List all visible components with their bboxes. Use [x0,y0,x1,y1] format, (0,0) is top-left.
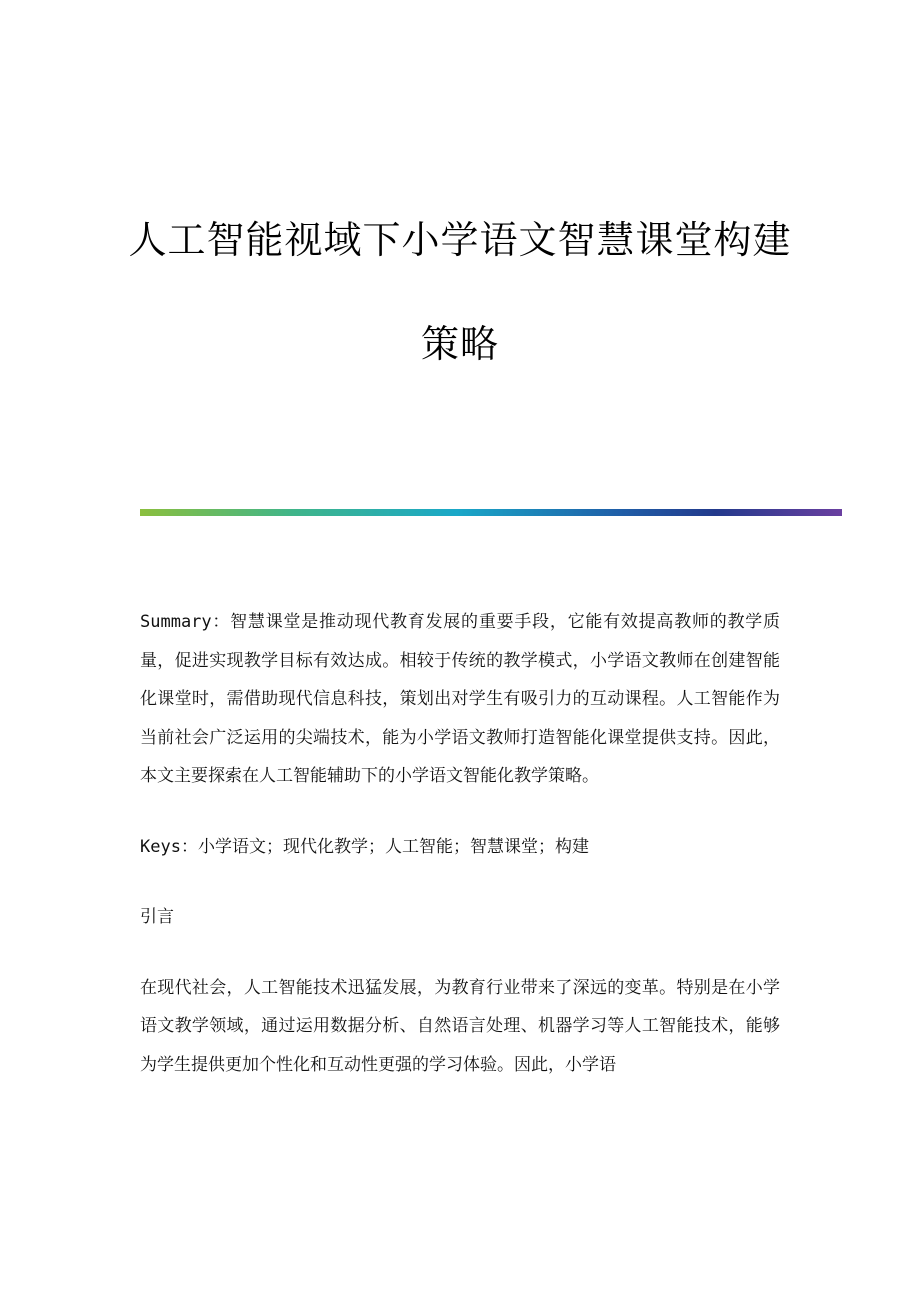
summary-label: Summary： [140,612,231,632]
keys-text: 小学语文；现代化教学；人工智能；智慧课堂；构建 [197,836,589,857]
document-body [140,603,780,1084]
title-block [0,218,920,366]
document-title-line-2: 策略 [420,322,499,366]
summary-text: 智慧课堂是推动现代教育发展的重要手段，它能有效提高教师的教学质量，促进实现教学目标有效达成。相较于传统的教学模式，小学语文教师在创建智能化课堂时，需借助现代信息科技，策划出对学生有吸引力的互动课程。人工智能作为当前社会广泛运用的尖端技术，能为小学语文教师打造智能化课堂提供支持。因此，本文主要探索在人工智能辅助下的小学语文智能化教学策略。 [140,612,780,786]
section-heading-intro: 引言 [140,907,174,927]
intro-paragraph: 在现代社会，人工智能技术迅猛发展，为教育行业带来了深远的变革。特别是在小学语文教学领域，通过运用数据分析、自然语言处理、机器学习等人工智能技术，能够为学生提供更加个性化和互动性更强的学习体验。因此，小学语 [140,977,780,1075]
keys-paragraph [140,828,780,867]
gradient-divider [140,509,842,516]
keys-label: Keys： [140,836,198,857]
summary-paragraph [140,603,780,796]
document-title-line-1: 人工智能视域下小学语文智慧课堂构建 [128,218,792,262]
